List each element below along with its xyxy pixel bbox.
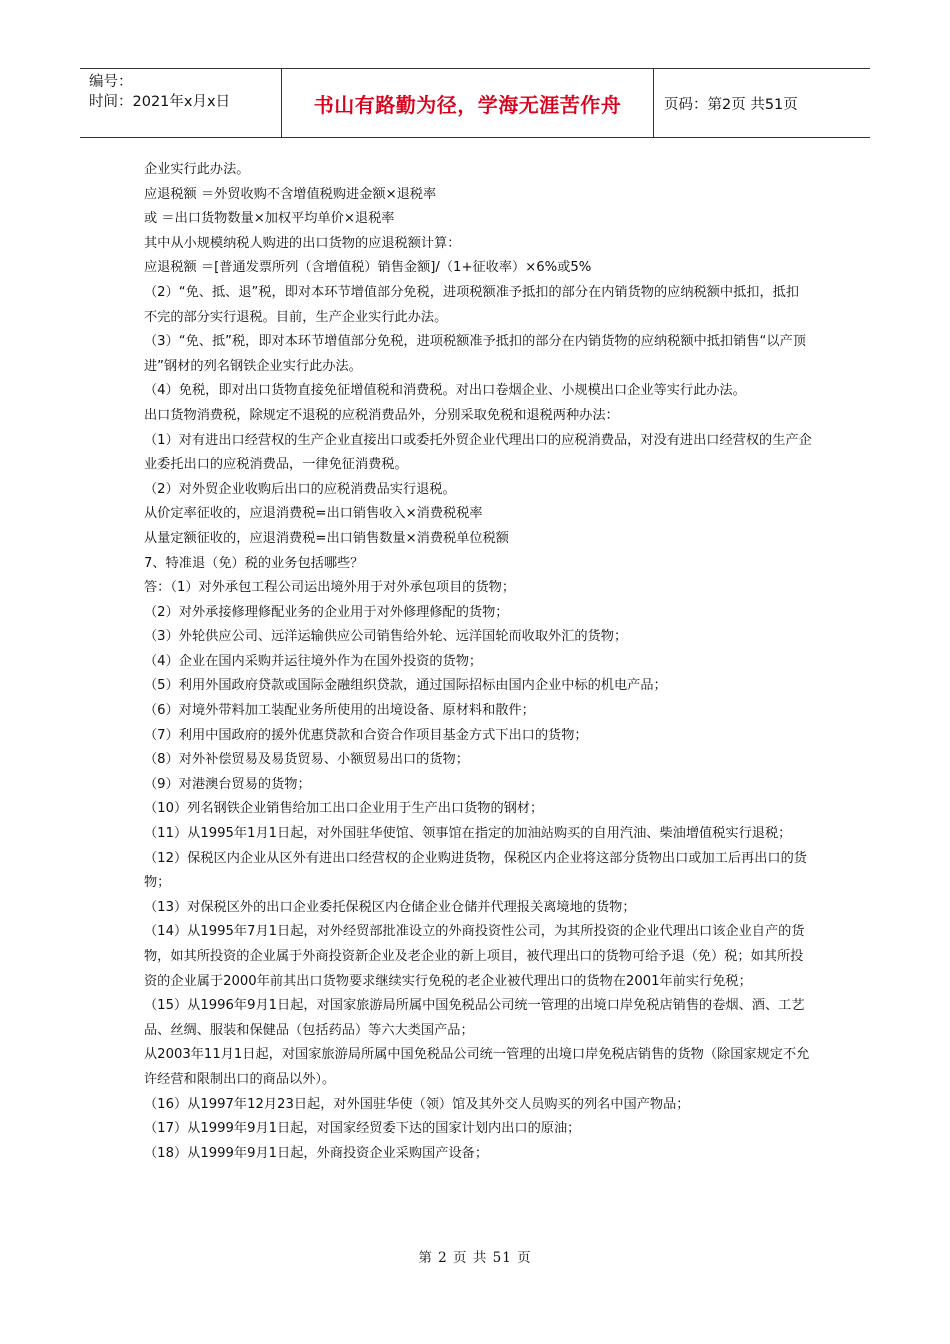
paragraph: 从2003年11月1日起，对国家旅游局所属中国免税品公司统一管理的出境口岸免税店销售的货物（除国家规定不允许经营和限制出口的商品以外）。 xyxy=(144,1047,810,1087)
page-footer: 第 2 页 共 51 页 xyxy=(418,1250,532,1266)
paragraph: （7）利用中国政府的援外优惠贷款和合资合作项目基金方式下出口的货物； xyxy=(144,727,588,743)
paragraph: 或 ＝出口货物数量×加权平均单价×退税率 xyxy=(144,211,395,227)
header-page-number: 页码：第2页 共51页 xyxy=(664,96,798,113)
paragraph: （17）从1999年9月1日起，对国家经贸委下达的国家计划内出口的原油； xyxy=(144,1121,581,1137)
paragraph: （12）保税区内企业从区外有进出口经营权的企业购进货物，保税区内企业将这部分货物出口或加工后再出口的货物； xyxy=(144,850,807,891)
document-body xyxy=(144,158,812,1166)
paragraph: 答：（1）对外承包工程公司运出境外用于对外承包项目的货物； xyxy=(144,580,516,596)
paragraph: （14）从1995年7月1日起，对外经贸部批准设立的外商投资性公司，为其所投资的企业代理出口该企业自产的货物，如其所投资的企业属于外商投资新企业及老企业的新上项目，被代理出口的货物可给予退（免）税；如其所投资的企业属于2000年前其出口货物要求继续实行免税的老企业被代理出口的货物在2001年前实行免税； xyxy=(144,924,805,989)
header-meta xyxy=(80,69,281,137)
paragraph: （4）企业在国内采购并运往境外作为在国外投资的货物； xyxy=(144,653,483,669)
paragraph: （11）从1995年1月1日起，对外国驻华使馆、领事馆在指定的加油站购买的自用汽油、柴油增值税实行退税； xyxy=(144,826,792,842)
question-heading: 7、特准退（免）税的业务包括哪些？ xyxy=(144,555,364,571)
paragraph: （5）利用外国政府贷款或国际金融组织贷款，通过国际招标由国内企业中标的机电产品； xyxy=(144,678,667,694)
paragraph: （18）从1999年9月1日起，外商投资企业采购国产设备； xyxy=(144,1145,489,1161)
paragraph: （9）对港澳台贸易的货物； xyxy=(144,776,311,792)
document-number-label: 编号： xyxy=(89,74,133,90)
paragraph: （6）对境外带料加工装配业务所使用的出境设备、原材料和散件； xyxy=(144,703,535,719)
document-date-label: 时间：2021年x月x日 xyxy=(89,94,231,110)
paragraph: 出口货物消费税，除规定不退税的应税消费品外，分别采取免税和退税两种办法： xyxy=(144,407,619,423)
paragraph: （4）免税，即对出口货物直接免征增值税和消费税。对出口卷烟企业、小规模出口企业等实行此办法。 xyxy=(144,383,746,399)
paragraph: （1）对有进出口经营权的生产企业直接出口或委托外贸企业代理出口的应税消费品，对没有进出口经营权的生产企业委托出口的应税消费品，一律免征消费税。 xyxy=(144,432,812,473)
paragraph: （2）“免、抵、退”税，即对本环节增值部分免税，进项税额准予抵扣的部分在内销货物的应纳税额中抵扣，抵扣不完的部分实行退税。目前，生产企业实行此办法。 xyxy=(144,284,800,325)
paragraph: （16）从1997年12月23日起，对外国驻华使（领）馆及其外交人员购买的列名中国产物品； xyxy=(144,1096,690,1112)
paragraph: （3）外轮供应公司、远洋运输供应公司销售给外轮、远洋国轮而收取外汇的货物； xyxy=(144,629,628,645)
paragraph: 从价定率征收的，应退消费税=出口销售收入×消费税税率 xyxy=(144,506,483,522)
paragraph: （15）从1996年9月1日起，对国家旅游局所属中国免税品公司统一管理的出境口岸免税店销售的卷烟、酒、工艺品、丝绸、服装和保健品（包括药品）等六大类国产品； xyxy=(144,998,805,1038)
paragraph: 从量定额征收的，应退消费税=出口销售数量×消费税单位税额 xyxy=(144,530,509,546)
paragraph: 其中从小规模纳税人购进的出口货物的应退税额计算： xyxy=(144,235,461,251)
paragraph: 应退税额 ＝[普通发票所列（含增值税）销售金额]/（1+征收率）×6%或5% xyxy=(144,260,592,276)
paragraph: （13）对保税区外的出口企业委托保税区内仓储企业仓储并代理报关离境地的货物； xyxy=(144,899,636,915)
paragraph: （10）列名钢铁企业销售给加工出口企业用于生产出口货物的钢材； xyxy=(144,801,544,817)
page-header xyxy=(80,68,870,138)
header-motto: 书山有路勤为径，学海无涯苦作舟 xyxy=(281,69,654,137)
paragraph: （2）对外承接修理修配业务的企业用于对外修理修配的货物； xyxy=(144,604,509,620)
paragraph: 企业实行此办法。 xyxy=(144,162,250,177)
paragraph: （2）对外贸企业收购后出口的应税消费品实行退税。 xyxy=(144,481,456,497)
paragraph: （8）对外补偿贸易及易货贸易、小额贸易出口的货物； xyxy=(144,752,469,768)
paragraph: 应退税额 ＝外贸收购不含增值税购进金额×退税率 xyxy=(144,186,437,202)
paragraph: （3）“免、抵”税，即对本环节增值部分免税，进项税额准予抵扣的部分在内销货物的应纳税额中抵扣销售“以产顶进”钢材的列名钢铁企业实行此办法。 xyxy=(144,334,806,374)
